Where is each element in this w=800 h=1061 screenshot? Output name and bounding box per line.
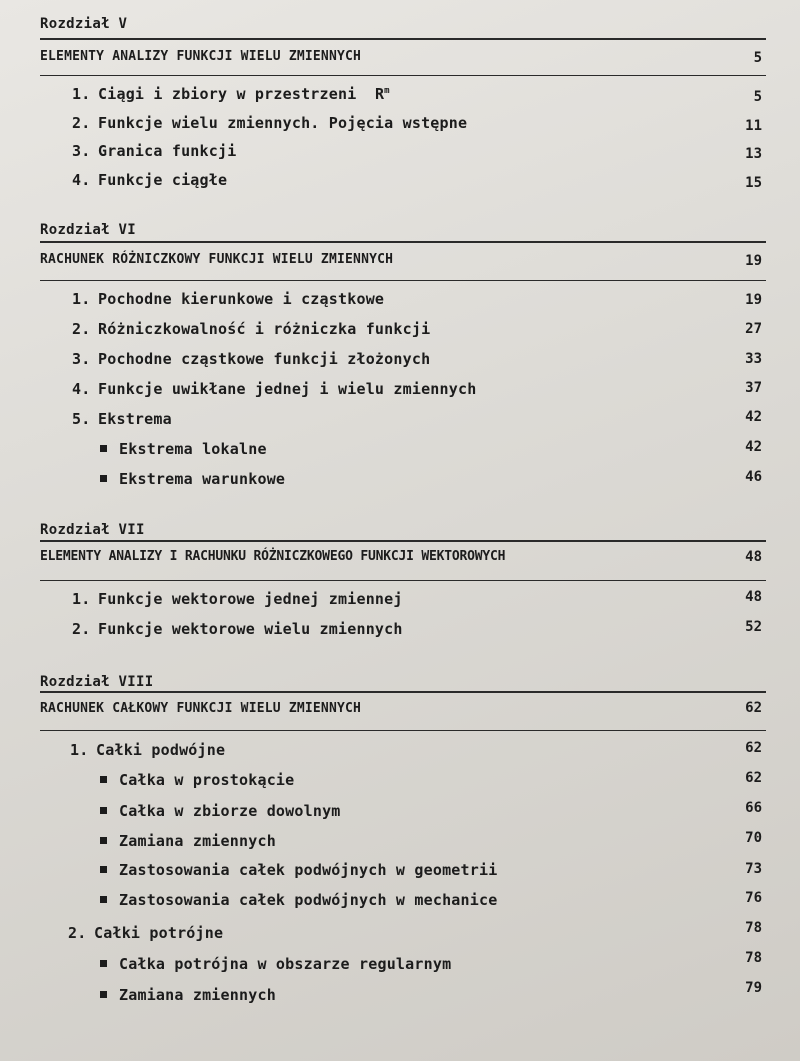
entry-page: 37 [745,380,762,396]
entry-page: 70 [745,830,762,846]
bullet-square-icon [100,896,107,903]
chapter-title: RACHUNEK RÓŻNICZKOWY FUNKCJI WIELU ZMIENNYCH [40,252,394,267]
chapter-label: Rozdział VIII [40,674,154,690]
entry-page: 33 [745,351,762,367]
chapter-page: 48 [745,549,762,565]
bullet-square-icon [100,445,107,452]
entry-page: 46 [745,469,762,485]
toc-entry: Ekstrema warunkowe [100,470,285,488]
math-symbol: R [374,85,385,103]
toc-entry: 1. Funkcje wektorowe jednej zmiennej [72,590,403,608]
toc-entry: 3. Pochodne cząstkowe funkcji złożonych [72,350,431,368]
toc-entry: 2. Funkcje wektorowe wielu zmiennych [72,620,403,638]
bullet-square-icon [100,837,107,844]
toc-entry: Ekstrema lokalne [100,440,267,458]
entry-page: 11 [745,118,762,134]
entry-page: 27 [745,321,762,337]
toc-entry: 2. Różniczkowalność i różniczka funkcji [72,320,431,338]
toc-entry: 4. Funkcje ciągłe [72,171,228,189]
chapter-page: 5 [753,50,762,66]
bullet-square-icon [100,960,107,967]
divider [40,580,766,581]
chapter-title: ELEMENTY ANALIZY I RACHUNKU RÓŻNICZKOWEGO FUNKCJI WEKTOROWYCH [40,549,506,564]
bullet-square-icon [100,807,107,814]
entry-page: 66 [745,800,762,816]
divider [40,38,766,40]
entry-page: 48 [745,589,762,605]
divider [40,540,766,542]
toc-entry: Zamiana zmiennych [100,832,276,850]
entry-page: 76 [745,890,762,906]
bullet-square-icon [100,776,107,783]
entry-page: 13 [745,146,762,162]
entry-page: 62 [745,770,762,786]
chapter-label: Rozdział VII [40,522,145,538]
toc-entry: 1. Ciągi i zbiory w przestrzeni $R^m$ [72,85,390,103]
chapter-label: Rozdział VI [40,222,137,238]
entry-page: 15 [745,175,762,191]
chapter-label: Rozdział V [40,16,128,32]
divider [40,75,766,76]
toc-entry: 1. Całki podwójne [70,741,226,759]
bullet-square-icon [100,475,107,482]
chapter-page: 19 [745,253,762,269]
entry-page: 42 [745,409,762,425]
toc-entry: Całka potrójna w obszarze regularnym [100,955,451,973]
toc-entry: 2. Całki potrójne [68,924,224,942]
toc-entry: 5. Ekstrema [72,410,172,428]
toc-entry: 4. Funkcje uwikłane jednej i wielu zmiennych [72,380,477,398]
bullet-square-icon [100,991,107,998]
entry-page: 78 [745,920,762,936]
entry-page: 5 [753,89,762,105]
toc-entry: Całka w prostokącie [100,771,294,789]
entry-page: 62 [745,740,762,756]
chapter-page: 62 [745,700,762,716]
toc-entry: 1. Pochodne kierunkowe i cząstkowe [72,290,385,308]
entry-page: 73 [745,861,762,877]
chapter-title: ELEMENTY ANALIZY FUNKCJI WIELU ZMIENNYCH [40,49,362,64]
divider [40,280,766,281]
toc-entry: Zastosowania całek podwójnych w mechanice [100,891,497,909]
entry-page: 78 [745,950,762,966]
divider [40,730,766,731]
toc-entry: 3. Granica funkcji [72,142,237,160]
chapter-title: RACHUNEK CAŁKOWY FUNKCJI WIELU ZMIENNYCH [40,701,362,716]
divider [40,691,766,693]
entry-page: 79 [745,980,762,996]
entry-page: 42 [745,439,762,455]
entry-page: 52 [745,619,762,635]
toc-entry: Zamiana zmiennych [100,986,276,1004]
bullet-square-icon [100,866,107,873]
toc-entry: Całka w zbiorze dowolnym [100,802,341,820]
entry-page: 19 [745,292,762,308]
toc-entry: 2. Funkcje wielu zmiennych. Pojęcia wstępne [72,114,468,132]
divider [40,241,766,243]
toc-entry: Zastosowania całek podwójnych w geometrii [100,861,497,879]
